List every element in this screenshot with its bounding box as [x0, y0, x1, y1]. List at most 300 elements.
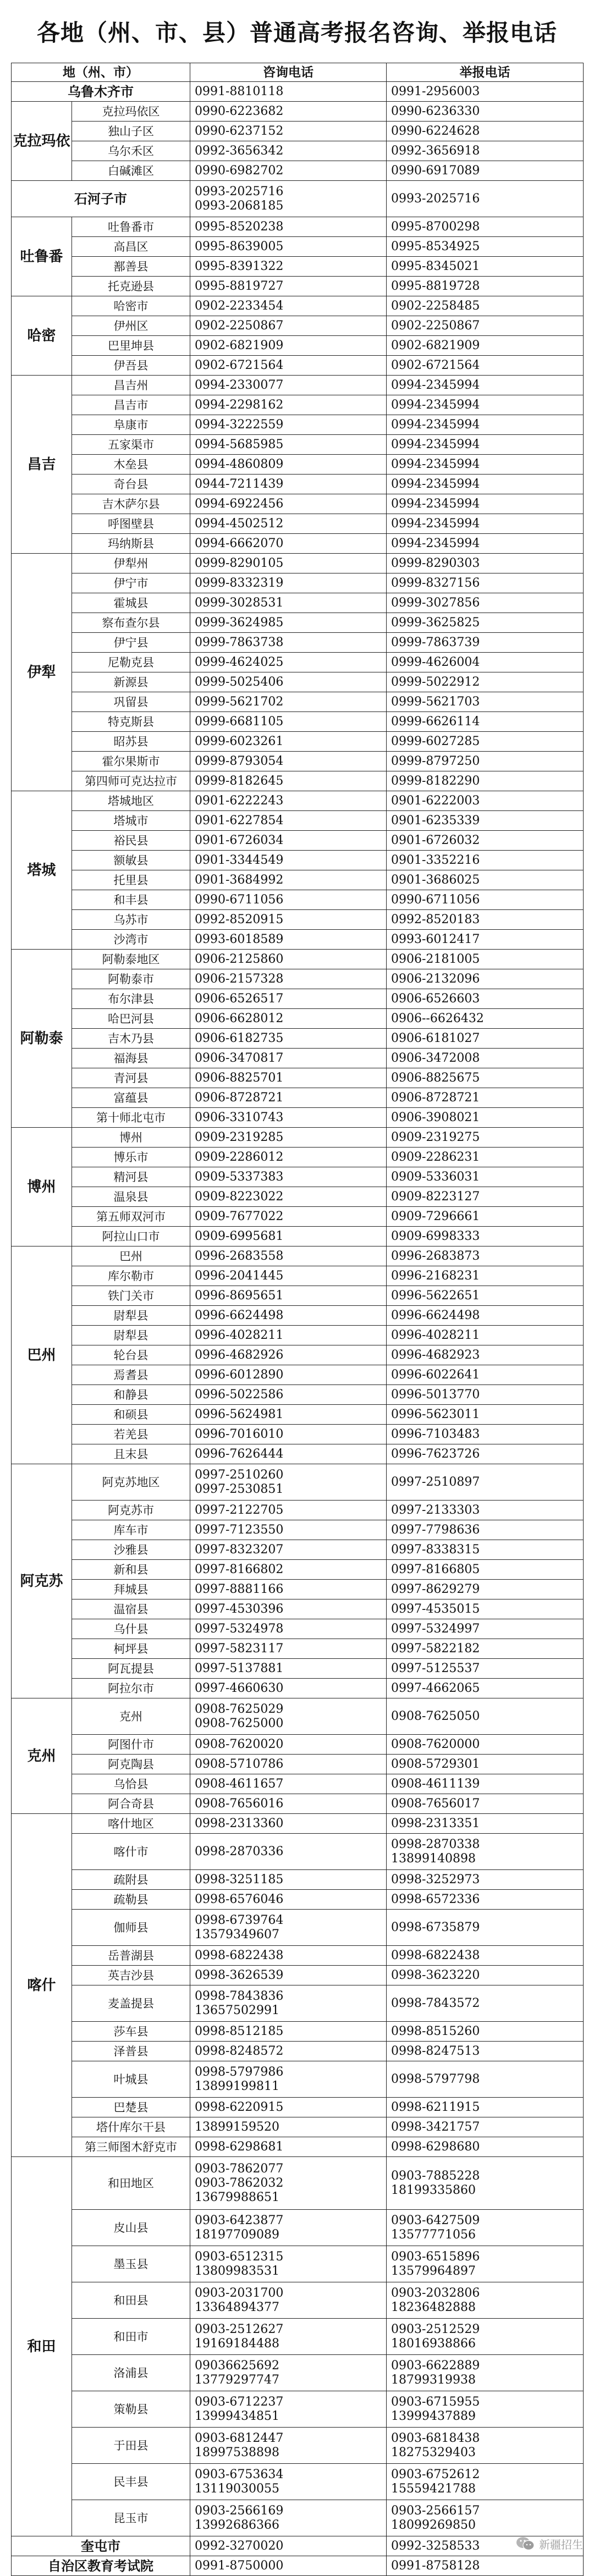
consult-phone-cell: [190, 1148, 387, 1167]
report-phone: 0998-6735879: [391, 1920, 480, 1934]
report-phone-cell: [387, 653, 584, 672]
consult-phone-cell: [190, 1365, 387, 1385]
report-phone-cell: [387, 376, 584, 395]
subregion-name: 轮台县: [72, 1345, 190, 1365]
report-phone-cell: [387, 1520, 584, 1540]
table-row: [12, 1049, 584, 1068]
subregion-name: 阿拉山口市: [72, 1227, 190, 1246]
consult-phone-cell: [190, 494, 387, 514]
table-row: [12, 1108, 584, 1128]
table-row: [12, 1814, 584, 1834]
table-row: [12, 890, 584, 910]
consult-phone: 0903-7862032: [195, 2176, 284, 2190]
subregion-name: 新源县: [72, 672, 190, 692]
table-row: [12, 1365, 584, 1385]
consult-phone-cell: [190, 2117, 387, 2137]
subregion-name: 塔城市: [72, 811, 190, 831]
report-phone-cell: [387, 672, 584, 692]
consult-phone-cell: [190, 989, 387, 1009]
consult-phone-cell: [190, 1029, 387, 1049]
consult-phone: 13992686366: [195, 2518, 279, 2532]
table-row: [12, 1698, 584, 1735]
region-name: 克拉玛依: [12, 102, 72, 181]
consult-phone-cell: [190, 415, 387, 435]
consult-phone-cell: [190, 277, 387, 296]
consult-phone-cell: [190, 1985, 387, 2022]
consult-phone-cell: [190, 870, 387, 890]
consult-phone: 19169184488: [195, 2336, 279, 2351]
report-phone: 0999-5022912: [391, 675, 480, 689]
table-row: [12, 989, 584, 1009]
consult-phone-cell: [190, 395, 387, 415]
subregion-name: 新和县: [72, 1560, 190, 1580]
table-row: [12, 1227, 584, 1246]
consult-phone: 0908-7656016: [195, 1796, 284, 1811]
consult-phone: 0906-6628012: [195, 1011, 284, 1025]
report-phone: 0999-8290303: [391, 556, 480, 570]
report-phone-cell: [387, 395, 584, 415]
consult-phone-cell: [190, 2098, 387, 2117]
subregion-name: 伊宁市: [72, 573, 190, 593]
report-phone: 0998-3421757: [391, 2120, 480, 2134]
report-phone: 0998-3252973: [391, 1872, 480, 1887]
subregion-name: 岳普湖县: [72, 1946, 190, 1966]
report-phone: 0994-2345994: [391, 457, 480, 471]
report-phone-cell: [387, 356, 584, 376]
report-phone: 0903-2032806: [391, 2286, 480, 2300]
report-phone: 0997-2133303: [391, 1503, 480, 1517]
table-row: [12, 395, 584, 415]
consult-phone-cell: [190, 950, 387, 969]
report-phone: 0992-3258533: [391, 2539, 480, 2553]
report-phone: 0997-7798636: [391, 1523, 480, 1537]
consult-phone-cell: [190, 1735, 387, 1755]
table-row: [12, 2536, 584, 2556]
report-phone: 0996-7623726: [391, 1447, 480, 1461]
consult-phone: 0996-4028211: [195, 1328, 284, 1342]
consult-phone-cell: [190, 2210, 387, 2246]
table-row: [12, 376, 584, 395]
report-phone-cell: [387, 2022, 584, 2042]
report-phone: 0999-5621703: [391, 694, 480, 709]
report-phone: 18016938866: [391, 2336, 476, 2351]
subregion-name: 铁门关市: [72, 1286, 190, 1306]
table-row: [12, 1890, 584, 1910]
phone-table: [11, 63, 584, 2576]
report-phone: 0996-4682923: [391, 1348, 480, 1362]
consult-phone-cell: [190, 1774, 387, 1794]
consult-phone-cell: [190, 336, 387, 356]
table-row: [12, 930, 584, 950]
table-row: [12, 1088, 584, 1108]
report-phone-cell: [387, 2282, 584, 2319]
consult-phone: 0992-3270020: [195, 2539, 284, 2553]
table-row: [12, 1946, 584, 1966]
report-phone: 0909-2319275: [391, 1130, 480, 1144]
consult-phone-cell: [190, 969, 387, 989]
subregion-name: 喀什地区: [72, 1814, 190, 1834]
report-phone-cell: [387, 2061, 584, 2098]
consult-phone-cell: [190, 534, 387, 554]
report-phone: 0909-5336031: [391, 1170, 480, 1184]
table-row: [12, 1870, 584, 1890]
consult-phone-cell: [190, 1540, 387, 1560]
consult-phone-cell: [190, 633, 387, 653]
consult-phone-cell: [190, 2282, 387, 2319]
consult-phone-cell: [190, 653, 387, 672]
region-name: 阿克苏: [12, 1464, 72, 1698]
report-phone-cell: [387, 1464, 584, 1501]
table-row: [12, 1425, 584, 1444]
consult-phone: 0901-3344549: [195, 853, 284, 867]
consult-phone-cell: [190, 82, 387, 102]
report-phone: 0902-2250867: [391, 318, 480, 333]
consult-phone: 0908-7620020: [195, 1737, 284, 1751]
report-phone: 0901-6726032: [391, 833, 480, 847]
consult-phone: 0994-2330077: [195, 378, 284, 392]
subregion-name: 克拉玛依区: [72, 102, 190, 122]
report-phone: 0999-6626114: [391, 714, 480, 729]
table-row: [12, 1639, 584, 1659]
consult-phone: 0903-2031700: [195, 2286, 284, 2300]
subregion-name: 伊吾县: [72, 356, 190, 376]
subregion-name: 伊州区: [72, 316, 190, 336]
report-phone-cell: [387, 771, 584, 791]
table-row: [12, 237, 584, 257]
report-phone-cell: [387, 82, 584, 102]
report-phone: 18199335860: [391, 2183, 476, 2197]
consult-phone-cell: [190, 435, 387, 455]
table-row: [12, 1464, 584, 1501]
table-row: [12, 494, 584, 514]
subregion-name: 洛浦县: [72, 2355, 190, 2391]
consult-phone: 0903-6753634: [195, 2467, 284, 2481]
subregion-name: 吉木乃县: [72, 1029, 190, 1049]
consult-phone: 0908-7625000: [195, 1716, 284, 1730]
consult-phone-cell: [190, 2319, 387, 2355]
report-phone-cell: [387, 475, 584, 494]
report-phone-cell: [387, 1148, 584, 1167]
subregion-name: 吐鲁番市: [72, 217, 190, 237]
consult-phone-cell: [190, 2428, 387, 2464]
report-phone-cell: [387, 1227, 584, 1246]
consult-phone-cell: [190, 831, 387, 851]
consult-phone: 0999-8332319: [195, 576, 284, 590]
table-row: [12, 2061, 584, 2098]
table-row: [12, 534, 584, 554]
table-row: [12, 336, 584, 356]
report-phone: 0994-2345994: [391, 398, 480, 412]
subregion-name: 泽普县: [72, 2042, 190, 2061]
report-phone: 13577771056: [391, 2227, 476, 2242]
report-phone: 0998-5797798: [391, 2072, 480, 2086]
subregion-name: 五家渠市: [72, 435, 190, 455]
report-phone-cell: [387, 989, 584, 1009]
consult-phone: 0909-8223022: [195, 1189, 284, 1204]
table-row: [12, 1659, 584, 1679]
consult-phone-cell: [190, 2246, 387, 2282]
report-phone: 0995-8534925: [391, 239, 480, 253]
consult-phone: 0903-2566169: [195, 2503, 284, 2518]
table-row: [12, 2391, 584, 2428]
report-phone-cell: [387, 1639, 584, 1659]
consult-phone: 0996-5624981: [195, 1407, 284, 1421]
report-phone-cell: [387, 1870, 584, 1890]
subregion-name: 乌什县: [72, 1619, 190, 1639]
report-phone-cell: [387, 1266, 584, 1286]
table-row: [12, 2022, 584, 2042]
consult-phone-cell: [190, 1946, 387, 1966]
report-phone: 0906-3908021: [391, 1110, 480, 1124]
consult-phone-cell: [190, 1108, 387, 1128]
subregion-name: 富蕴县: [72, 1088, 190, 1108]
report-phone: 0994-2345994: [391, 497, 480, 511]
consult-phone-cell: [190, 1794, 387, 1814]
report-phone: 0993-6012417: [391, 932, 480, 946]
subregion-name: 奇台县: [72, 475, 190, 494]
report-phone: 0992-3656918: [391, 144, 480, 158]
report-phone-cell: [387, 141, 584, 161]
report-phone-cell: [387, 2391, 584, 2428]
report-phone: 0909-7296661: [391, 1209, 480, 1223]
table-row: [12, 2355, 584, 2391]
header-consult: 咨询电话: [190, 63, 387, 82]
report-phone-cell: [387, 752, 584, 771]
consult-phone-cell: [190, 910, 387, 930]
consult-phone-cell: [190, 2500, 387, 2536]
report-phone: 0995-8819728: [391, 279, 480, 293]
report-phone: 0991-8758128: [391, 2558, 480, 2573]
report-phone-cell: [387, 455, 584, 475]
report-phone-cell: [387, 494, 584, 514]
report-phone-cell: [387, 811, 584, 831]
report-phone-cell: [387, 613, 584, 633]
table-row: [12, 1187, 584, 1207]
report-phone-cell: [387, 593, 584, 613]
consult-phone: 0994-5685985: [195, 437, 284, 451]
table-row: [12, 969, 584, 989]
table-row: [12, 1306, 584, 1326]
consult-phone-cell: [190, 1049, 387, 1068]
report-phone: 0990-6236330: [391, 104, 480, 118]
consult-phone: 0999-5025406: [195, 675, 284, 689]
consult-phone: 0990-6223682: [195, 104, 284, 118]
consult-phone-cell: [190, 554, 387, 573]
report-phone-cell: [387, 1540, 584, 1560]
consult-phone-cell: [190, 1464, 387, 1501]
report-phone: 0901-6235339: [391, 813, 480, 828]
subregion-name: 乌恰县: [72, 1774, 190, 1794]
consult-phone: 0994-6922456: [195, 497, 284, 511]
report-phone: 0909-6998333: [391, 1229, 480, 1243]
report-phone-cell: [387, 1246, 584, 1266]
report-phone-cell: [387, 2500, 584, 2536]
report-phone: 0990-6711056: [391, 892, 480, 907]
consult-phone: 13579349607: [195, 1927, 279, 1941]
region-name: 巴州: [12, 1246, 72, 1464]
table-row: [12, 435, 584, 455]
table-row: [12, 831, 584, 851]
report-phone: 0990-6917089: [391, 163, 480, 178]
consult-phone-cell: [190, 851, 387, 870]
report-phone: 0906-8825675: [391, 1071, 480, 1085]
report-phone: 0999-8797250: [391, 754, 480, 768]
subregion-name: 和田县: [72, 2282, 190, 2319]
report-phone: 0996-6624498: [391, 1308, 480, 1322]
report-phone-cell: [387, 732, 584, 752]
consult-phone: 0993-2025716: [195, 184, 284, 198]
consult-phone-cell: [190, 672, 387, 692]
consult-phone: 0909-6995681: [195, 1229, 284, 1243]
report-phone-cell: [387, 791, 584, 811]
consult-phone: 0908-5710786: [195, 1757, 284, 1771]
subregion-name: 额敏县: [72, 851, 190, 870]
consult-phone: 13119030055: [195, 2481, 279, 2496]
consult-phone: 0906-3470817: [195, 1051, 284, 1065]
report-phone-cell: [387, 181, 584, 217]
consult-phone: 0909-2319285: [195, 1130, 284, 1144]
consult-phone-cell: [190, 1326, 387, 1345]
consult-phone: 13899159520: [195, 2120, 279, 2134]
header-report: 举报电话: [387, 63, 584, 82]
table-row: [12, 1580, 584, 1599]
table-row: [12, 141, 584, 161]
report-phone: 0994-2345994: [391, 378, 480, 392]
consult-phone: 0995-8819727: [195, 279, 284, 293]
subregion-name: 布尔津县: [72, 989, 190, 1009]
report-phone-cell: [387, 1580, 584, 1599]
consult-phone: 0997-4530396: [195, 1602, 284, 1616]
subregion-name: 和丰县: [72, 890, 190, 910]
consult-phone: 0906-6182735: [195, 1031, 284, 1045]
table-row: [12, 2319, 584, 2355]
report-phone-cell: [387, 1286, 584, 1306]
report-phone: 0906-8728721: [391, 1090, 480, 1105]
subregion-name: 塔什库尔干县: [72, 2117, 190, 2137]
report-phone-cell: [387, 1599, 584, 1619]
table-row: [12, 181, 584, 217]
consult-phone: 0991-8750000: [195, 2558, 284, 2573]
consult-phone: 0997-8881166: [195, 1582, 284, 1596]
consult-phone: 0996-7016010: [195, 1427, 284, 1441]
subregion-name: 霍尔果斯市: [72, 752, 190, 771]
subregion-name: 乌苏市: [72, 910, 190, 930]
consult-phone: 0909-5337383: [195, 1170, 284, 1184]
table-row: [12, 1246, 584, 1266]
table-row: [12, 1619, 584, 1639]
report-phone-cell: [387, 910, 584, 930]
report-phone-cell: [387, 1108, 584, 1128]
consult-phone-cell: [190, 1520, 387, 1540]
report-phone-cell: [387, 1619, 584, 1639]
report-phone-cell: [387, 573, 584, 593]
table-row: [12, 1735, 584, 1755]
header-area: 地（州、市）: [12, 63, 190, 82]
report-phone-cell: [387, 1735, 584, 1755]
table-row: [12, 573, 584, 593]
subregion-name: 乌尔禾区: [72, 141, 190, 161]
consult-phone-cell: [190, 752, 387, 771]
report-phone: 0906-2181005: [391, 952, 480, 966]
table-row: [12, 1405, 584, 1425]
consult-phone: 0997-2530851: [195, 1482, 284, 1496]
consult-phone: 0901-6726034: [195, 833, 284, 847]
table-row: [12, 1128, 584, 1148]
wechat-icon: [516, 2536, 535, 2551]
table-row: [12, 653, 584, 672]
subregion-name: 皮山县: [72, 2210, 190, 2246]
consult-phone: 0903-2512627: [195, 2322, 284, 2336]
report-phone: 0997-4662065: [391, 1681, 480, 1695]
report-phone: 0999-3027856: [391, 595, 480, 610]
consult-phone-cell: [190, 1659, 387, 1679]
consult-phone: 0998-8512185: [195, 2024, 284, 2038]
table-row: [12, 1501, 584, 1520]
consult-phone: 0999-8182645: [195, 774, 284, 788]
report-phone-cell: [387, 534, 584, 554]
report-phone-cell: [387, 2098, 584, 2117]
table-row: [12, 161, 584, 181]
document-title: 各地（州、市、县）普通高考报名咨询、举报电话: [36, 19, 557, 46]
table-row: [12, 122, 584, 141]
consult-phone: 0996-6012890: [195, 1367, 284, 1382]
report-phone: 0997-2510897: [391, 1475, 480, 1489]
table-row: [12, 791, 584, 811]
subregion-name: 托里县: [72, 870, 190, 890]
consult-phone: 0909-2286012: [195, 1150, 284, 1164]
subregion-name: 木垒县: [72, 455, 190, 475]
subregion-name: 白碱滩区: [72, 161, 190, 181]
report-phone: 0903-6427509: [391, 2213, 480, 2227]
consult-phone-cell: [190, 1560, 387, 1580]
table-row: [12, 1755, 584, 1774]
consult-phone-cell: [190, 257, 387, 277]
consult-phone-cell: [190, 514, 387, 534]
consult-phone: 0997-8166802: [195, 1562, 284, 1576]
consult-phone: 0999-7863738: [195, 635, 284, 649]
report-phone-cell: [387, 1029, 584, 1049]
report-phone-cell: [387, 2355, 584, 2391]
report-phone: 18275329403: [391, 2445, 476, 2459]
report-phone: 0909-2286231: [391, 1150, 480, 1164]
table-row: [12, 633, 584, 653]
table-row: [12, 415, 584, 435]
report-phone: 0998-6298680: [391, 2139, 480, 2154]
subregion-name: 特克斯县: [72, 712, 190, 732]
report-phone: 0994-2345994: [391, 516, 480, 531]
subregion-name: 巴里坤县: [72, 336, 190, 356]
report-phone-cell: [387, 237, 584, 257]
report-phone: 0994-2345994: [391, 437, 480, 451]
table-row: [12, 2428, 584, 2464]
report-phone-cell: [387, 831, 584, 851]
report-phone-cell: [387, 2157, 584, 2210]
consult-phone-cell: [190, 791, 387, 811]
table-row: [12, 1834, 584, 1870]
subregion-name: 伽师县: [72, 1910, 190, 1946]
consult-phone: 0908-7625029: [195, 1702, 284, 1716]
report-phone: 0999-6027285: [391, 734, 480, 748]
consult-phone-cell: [190, 2536, 387, 2556]
consult-phone-cell: [190, 1679, 387, 1698]
report-phone-cell: [387, 1755, 584, 1774]
consult-phone: 13809983531: [195, 2264, 279, 2278]
consult-phone: 0998-6822438: [195, 1948, 284, 1962]
subregion-name: 托克逊县: [72, 277, 190, 296]
report-phone: 0996-2683873: [391, 1249, 480, 1263]
subregion-name: 喀什市: [72, 1834, 190, 1870]
report-phone: 0990-6224628: [391, 124, 480, 138]
